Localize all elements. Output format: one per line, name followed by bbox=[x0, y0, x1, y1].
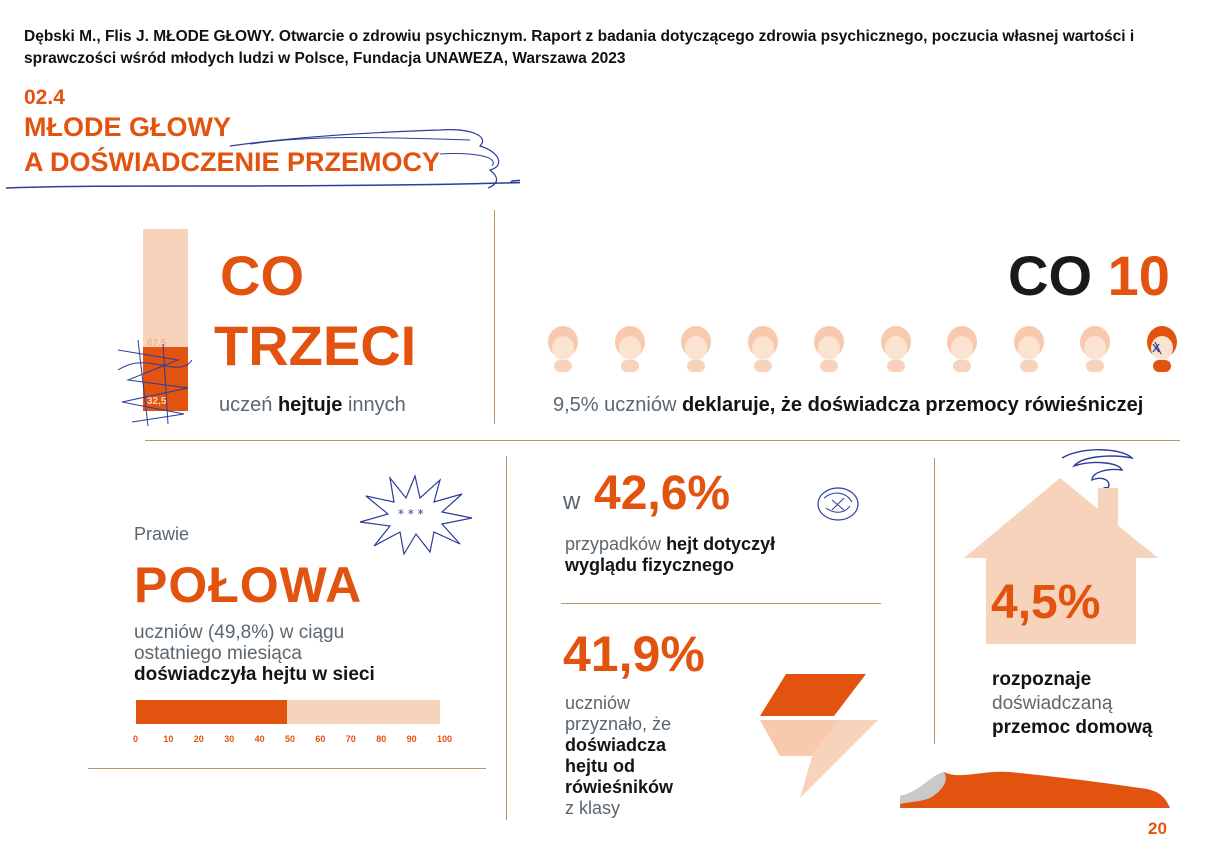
home-caption-bold1: rozpoznaje bbox=[992, 669, 1092, 690]
title-scribble bbox=[0, 118, 520, 196]
polowa-prefix: Prawie bbox=[134, 524, 190, 544]
axis-tick-label: 20 bbox=[193, 734, 204, 744]
polowa-caption-line1: uczniów (49,8%) w ciągu bbox=[134, 622, 345, 643]
divider bbox=[88, 768, 486, 769]
polowa-caption bbox=[134, 622, 464, 685]
axis-tick-label: 40 bbox=[254, 734, 265, 744]
lightning-icon bbox=[740, 672, 880, 802]
scribble-icon bbox=[108, 330, 196, 430]
divider bbox=[506, 456, 507, 820]
peers-caption-bold2: hejtu od bbox=[565, 756, 635, 776]
divider bbox=[145, 440, 1180, 441]
home-violence-stat: 4,5% bbox=[991, 576, 1101, 629]
peers-caption-bold1: doświadcza bbox=[565, 735, 667, 755]
violence-caption-pre: 9,5% uczniów bbox=[553, 394, 682, 416]
hate-bar-top-label: 67,5 bbox=[147, 338, 167, 349]
co-headline: CO bbox=[220, 244, 304, 307]
student-icon bbox=[945, 324, 979, 372]
peers-caption-line1: uczniów bbox=[565, 693, 631, 713]
section-title-line1: MŁODE GŁOWY bbox=[24, 112, 231, 142]
peers-stat: 41,9% bbox=[563, 626, 705, 682]
appearance-caption-bold2: wyglądu fizycznego bbox=[565, 555, 735, 575]
violence-caption-bold: deklaruje, że doświadcza przemocy rówieśniczej bbox=[681, 394, 1144, 416]
trzeci-headline: TRZECI bbox=[214, 314, 417, 377]
co-10-word: CO bbox=[1008, 244, 1092, 307]
student-icon bbox=[613, 324, 647, 372]
appearance-caption bbox=[565, 534, 885, 576]
virus-scribble-icon bbox=[350, 468, 480, 556]
home-violence-caption bbox=[992, 668, 1182, 740]
hate-bar-bottom-label: 32,5 bbox=[147, 396, 167, 407]
axis-tick-label: 0 bbox=[133, 734, 139, 744]
home-caption-bold3: przemoc domową bbox=[992, 717, 1153, 738]
axis-tick-label: 60 bbox=[315, 734, 326, 744]
student-icon bbox=[746, 324, 780, 372]
student-icon bbox=[1078, 324, 1112, 372]
divider bbox=[561, 603, 881, 604]
hate-caption-post: innych bbox=[342, 394, 406, 416]
polowa-headline: POŁOWA bbox=[134, 557, 363, 613]
hate-caption-pre: uczeń bbox=[219, 394, 278, 416]
torn-paper-decoration bbox=[900, 762, 1172, 810]
polowa-caption-line2: ostatniego miesiąca bbox=[134, 643, 302, 664]
hate-caption-bold: hejtuje bbox=[277, 394, 343, 416]
student-icon bbox=[679, 324, 713, 372]
polowa-caption-bold: doświadczyła hejtu w sieci bbox=[134, 664, 375, 685]
peers-caption-line6: z klasy bbox=[565, 798, 621, 818]
highlighted-student-icon bbox=[1145, 324, 1179, 372]
co-10-headline bbox=[1008, 246, 1170, 306]
home-caption-line2: doświadczaną bbox=[992, 693, 1113, 714]
appearance-stat: 42,6% bbox=[594, 467, 731, 520]
student-icon bbox=[812, 324, 846, 372]
divider bbox=[934, 458, 935, 744]
axis-tick-label: 100 bbox=[437, 734, 453, 744]
axis-tick-label: 80 bbox=[376, 734, 387, 744]
violence-caption bbox=[553, 394, 1143, 417]
student-icon bbox=[879, 324, 913, 372]
peers-caption-bold3: rówieśników bbox=[565, 777, 674, 797]
appearance-caption-bold1: hejt dotyczył bbox=[666, 534, 776, 554]
axis-tick-label: 10 bbox=[163, 734, 174, 744]
page-number: 20 bbox=[1148, 819, 1167, 838]
student-icon bbox=[546, 324, 580, 372]
student-icon bbox=[1012, 324, 1046, 372]
divider bbox=[494, 210, 495, 424]
peers-caption-line2: przyznało, że bbox=[565, 714, 672, 734]
section-title-line2: A DOŚWIADCZENIE PRZEMOCY bbox=[24, 147, 441, 177]
axis-tick-label: 70 bbox=[345, 734, 356, 744]
hate-caption bbox=[219, 394, 406, 417]
citation: Dębski M., Flis J. MŁODE GŁOWY. Otwarcie o zdrowiu psychicznym. Raport z badania dotyczącego zdrowia psychicznego, poczucia własnej wartości i sprawczości wśród młodych ludzi w Polsce, Fundacja UNAWEZA, Warszawa 2023 bbox=[24, 28, 1135, 67]
appearance-caption-pre: przypadków bbox=[565, 534, 667, 554]
axis-tick-label: 90 bbox=[406, 734, 417, 744]
axis-tick-label: 30 bbox=[224, 734, 235, 744]
scribble-face-icon bbox=[814, 484, 862, 524]
online-hate-bar-fill bbox=[136, 700, 287, 724]
appearance-prefix: w bbox=[563, 488, 581, 515]
section-number: 02.4 bbox=[24, 86, 65, 109]
peers-caption bbox=[565, 693, 745, 819]
axis-tick-label: 50 bbox=[285, 734, 296, 744]
svg-text:* * *: * * * bbox=[398, 507, 424, 521]
co-10-number: 10 bbox=[1107, 244, 1170, 307]
